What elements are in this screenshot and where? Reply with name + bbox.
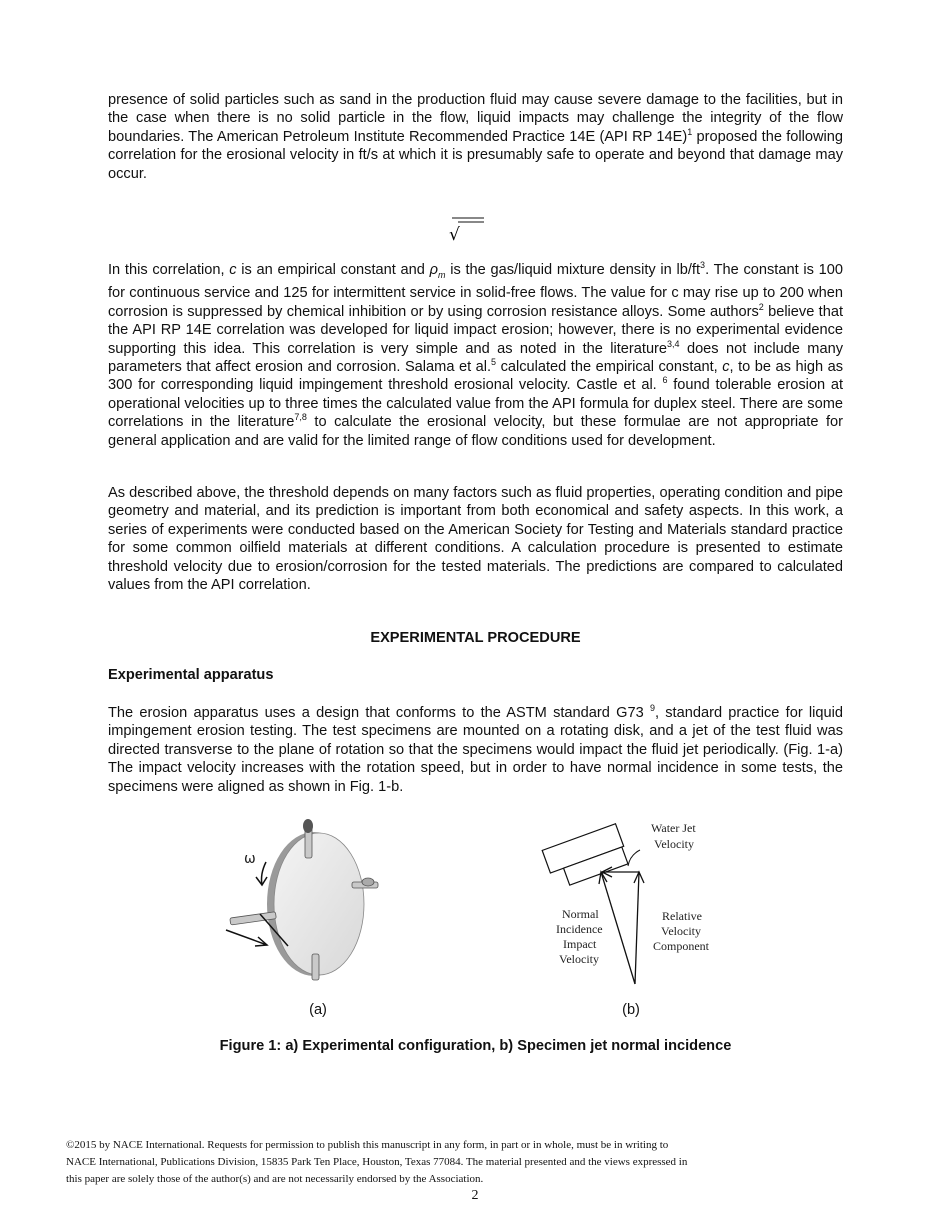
page-number: 2 [471, 1188, 479, 1203]
erosional-velocity-formula [448, 214, 488, 242]
normal-label-3: Impact [563, 937, 597, 951]
specimen-holder [542, 824, 630, 890]
footer-line-2: NACE International, Publications Division, 15835 Park Ten Place, Houston, Texas 77084. The material presented and the views expressed in [66, 1156, 688, 1168]
specimen-bottom [312, 954, 319, 980]
figure-caption: Figure 1: a) Experimental configuration, b) Specimen jet normal incidence [219, 1038, 732, 1054]
specimen-right-head [362, 878, 374, 886]
figure-label-a: (a) [309, 1002, 327, 1018]
citation-ref: 6 [662, 375, 668, 386]
normal-label-4: Velocity [559, 952, 599, 966]
figure-1a-rotating-disk [222, 812, 392, 987]
section-heading: EXPERIMENTAL PROCEDURE [370, 630, 581, 646]
paragraph-apparatus: The erosion apparatus uses a design that conforms to the ASTM standard G73 $^9$, standard practice for liquid impingement erosion testing. The test specimens are mounted on a rotating disk, and a jet of the test fluid was directed transverse to the plane of rotation so that the specimens would impact the fluid jet periodically. (Fig. 1-a) The impact velocity increases with the rotation speed, but in order to have normal incidence in some tests, the specimens were aligned as shown in Fig. 1-b. [108, 703, 843, 795]
footer-line-1: ©2015 by NACE International. Requests for permission to publish this manuscript in any form, in part or in whole, must be in writing to [66, 1139, 669, 1151]
figure-1b-normal-incidence [540, 812, 730, 990]
square-root-symbol: √ [449, 225, 460, 242]
paragraph-intro: presence of solid particles such as sand in the production fluid may cause severe damage to the facilities, but in the case when there is no solid particle in the flow, liquid impacts may challenge the integrity of the flow boundaries. The American Petroleum Institute Recommended Practice 14E (API RP 14E)$^1$ proposed the following correlation for the erosional velocity in ft/s at which it is presumably safe to operate and beyond that damage may occur. [108, 92, 844, 182]
relative-label-2: Velocity [661, 924, 701, 938]
normal-incidence-vector [601, 872, 635, 984]
citation-ref: 3,4 [667, 338, 680, 349]
citation-ref: 5 [491, 357, 497, 368]
normal-label-1: Normal [562, 907, 599, 921]
jet-line [226, 930, 267, 945]
subsection-heading: Experimental apparatus [108, 667, 274, 683]
relative-label-1: Relative [662, 909, 702, 923]
disk-face [274, 833, 364, 975]
copyright-footer [66, 1137, 786, 1188]
normal-label-2: Incidence [556, 922, 603, 936]
relative-label-3: Component [653, 939, 709, 953]
citation-ref: 9 [649, 703, 655, 714]
citation-ref: 7,8 [294, 412, 307, 423]
water-jet-label-2: Velocity [654, 837, 694, 851]
citation-ref: 1 [687, 126, 693, 137]
paragraph-threshold: As described above, the threshold depends on many factors such as fluid properties, operating condition and pipe geometry and material, and its prediction is important from both economical and safety aspects. In this work, a series of experiments were conducted based on the American Society for Testing and Materials standard practice for some common oilfield materials at different conditions. A calculation procedure is presented to estimate threshold velocity due to erosion/corrosion for the tested materials. The predictions are compared to calculated values from the API correlation. [108, 485, 843, 594]
paragraph-correlation: In this correlation, c is an empirical constant and $\rho_m$ is the gas/liquid mixture density in $lb/ft^3$. The constant is 100 for continuous service and 125 for intermittent service in solid-free flows. The value for c may rise up to 200 when corrosion is suppressed by chemical inhibition or by using corrosion resistance alloys. Some authors$^2$ believe that the API RP 14E correlation was developed for liquid impact erosion; however, there is no experimental evidence supporting this idea. This correlation is very simple and as noted in the literature$^{3,4}$ does not include many parameters that affect erosion and corrosion. Salama et al.$^5$ calculated the empirical constant, c, to be as high as 300 for corresponding liquid impingement threshold erosional velocity. Castle et al. $^6$ found tolerable erosion at operational velocities up to three times the calculated value from the API formula for duplex steel. There are some correlations in the literature$^{7,8}$ to calculate the erosional velocity, but these formulae are not appropriate for general application and are valid for the limited range of flow conditions used for development. [108, 260, 843, 449]
footer-line-3: this paper are solely those of the author(s) and are not necessarily endorsed by the Association. [66, 1173, 484, 1185]
figure-label-b: (b) [622, 1002, 640, 1018]
water-jet-label-1: Water Jet [651, 821, 696, 835]
specimen-top-head [303, 819, 313, 833]
citation-ref: 2 [758, 301, 764, 312]
omega-label: ω [244, 851, 256, 867]
water-jet-pointer [628, 850, 640, 866]
relative-velocity-vector [635, 872, 639, 984]
